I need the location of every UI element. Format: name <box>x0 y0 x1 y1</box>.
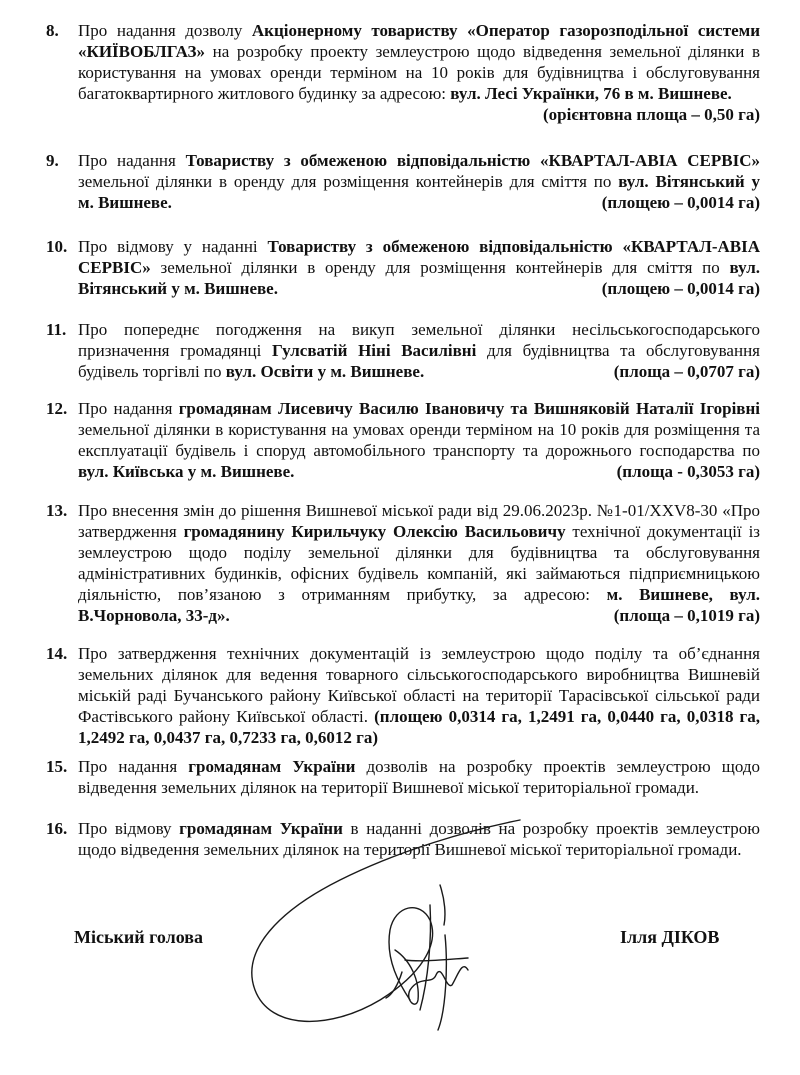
text-run: земельної ділянки в оренду для розміщення контейнерів для сміття по <box>78 172 619 191</box>
text-run: користування на умовах оренди терміном на 10 років для будівництва і обслуговування <box>78 63 760 82</box>
item-number: 11. <box>46 320 67 339</box>
item-number: 12. <box>46 399 68 418</box>
bold-text: вул. Лесі Українки, 76 в м. Вишневе. <box>450 84 732 103</box>
text-run: Про внесення змін до рішення Вишневої міської ради від 29.06.2023р. №1-01/XXV8-30 «Про <box>78 501 760 520</box>
text-run: діяльністю, пов’язаною з отриманням прибутку, за адресою: <box>78 585 607 604</box>
text-run: затвердження <box>78 522 184 541</box>
item-number: 13. <box>46 501 68 520</box>
bold-text: 1,2492 га, 0,0437 га, 0,7233 га, 0,6012 га) <box>78 728 379 747</box>
bold-text: громадянам України <box>179 819 343 838</box>
text-run: Про надання <box>78 399 179 418</box>
item-number: 14. <box>46 644 68 663</box>
bold-text: Товариству з обмеженою відповідальністю «КВАРТАЛ-АВІА <box>267 237 761 256</box>
area-value: (площею – 0,0014 га) <box>601 193 760 212</box>
text-run: щодо відведення земельних ділянок на території Вишневої міської територіальної громади. <box>78 840 742 859</box>
area-value: (площа – 0,0707 га) <box>613 362 760 381</box>
text-run: багатоквартирного житлового будинку за адресою: <box>78 84 451 103</box>
text-run: земельної ділянки в оренду для розміщення контейнерів для сміття по <box>150 258 730 277</box>
text-run: адміністративних будинків, офісних будівель компаній, які займаються підприємницькою <box>78 564 760 583</box>
area-value: (площа - 0,3053 га) <box>616 462 760 481</box>
bold-text: В.Чорновола, 33-д». <box>78 606 230 625</box>
bold-text: (площею 0,0314 га, 1,2491 га, 0,0440 га, 0,0318 га, <box>374 707 760 726</box>
text-run: Про відмову <box>78 819 180 838</box>
bold-text: Вітянський у м. Вишневе. <box>78 279 278 298</box>
bold-text: громадянам Лисевичу Василю Івановичу та Вишняковій Наталії Ігорівні <box>178 399 760 418</box>
text-run: експлуатації будівель і споруд автомобільного транспорту та дорожнього господарства по <box>78 441 760 460</box>
text-run: Про надання <box>78 757 189 776</box>
text-run: технічної документації із <box>565 522 761 541</box>
text-run: земельної ділянки в користування на умовах оренди терміном на 10 років для розміщення та <box>78 420 760 439</box>
bold-text: вул. Вітянський у <box>618 172 760 191</box>
item-number: 15. <box>46 757 68 776</box>
text-run: на розробку проекту землеустрою щодо відведення земельної ділянки в <box>205 42 760 61</box>
item-number: 10. <box>46 237 68 256</box>
item-number: 9. <box>46 151 59 170</box>
text-run: Про надання <box>78 151 186 170</box>
text-run: Про затвердження технічних документацій із землеустрою щодо поділу та об’єднання <box>78 644 760 663</box>
area-value: (площа – 0,1019 га) <box>613 606 760 625</box>
text-run: відведення земельних ділянок на території Вишневої міської територіальної громади. <box>78 778 700 797</box>
text-run: для будівництва та обслуговування <box>476 341 760 360</box>
bold-text: (орієнтовна площа – 0,50 га) <box>543 105 760 124</box>
bold-text: «КИЇВОБЛГАЗ» <box>78 42 206 61</box>
area-value: (площею – 0,0014 га) <box>601 279 760 298</box>
bold-text: Гулсватій Ніні Василівні <box>272 341 477 360</box>
text-run: призначення громадянці <box>78 341 272 360</box>
text-run: Про відмову у наданні <box>78 237 268 256</box>
signatory-title: Міський голова <box>74 927 203 947</box>
text-run: міській раді Бучанського району Київської області на території Тарасівської сільської ради <box>78 686 760 705</box>
signatory-name: Ілля ДІКОВ <box>620 927 720 947</box>
text-run: Про надання дозволу <box>78 21 252 40</box>
bold-text: громадянам України <box>188 757 356 776</box>
text-run: дозволів на розробку проектів землеустрою щодо <box>355 757 760 776</box>
text-run: Про попереднє погодження на викуп земельної ділянки несільськогосподарського <box>78 320 760 339</box>
bold-text: м. Вишневе, вул. <box>606 585 760 604</box>
text-run: Фастівського району Київської області. <box>78 707 375 726</box>
item-number: 8. <box>46 21 59 40</box>
item-number: 16. <box>46 819 68 838</box>
bold-text: вул. <box>729 258 760 277</box>
text-run: земельних ділянок для ведення товарного сільськогосподарського виробництва Вишневій <box>78 665 760 684</box>
bold-text: вул. Київська у м. Вишневе. <box>78 462 295 481</box>
bold-text: Акціонерному товариству «Оператор газорозподільної системи <box>251 21 761 40</box>
bold-text: м. Вишневе. <box>78 193 172 212</box>
bold-text: Товариству з обмеженою відповідальністю «КВАРТАЛ-АВІА СЕРВІС» <box>185 151 760 170</box>
bold-text: СЕРВІС» <box>78 258 151 277</box>
bold-text: вул. Освіти у м. Вишневе. <box>225 362 425 381</box>
bold-text: громадянину Кирильчуку Олексію Васильовичу <box>183 522 566 541</box>
text-run: землеустрою щодо поділу земельної ділянки для будівництва та обслуговування <box>78 543 760 562</box>
text-run: в наданні дозволів на розробку проектів землеустрою <box>342 819 760 838</box>
text-run: будівель торгівлі по <box>78 362 226 381</box>
